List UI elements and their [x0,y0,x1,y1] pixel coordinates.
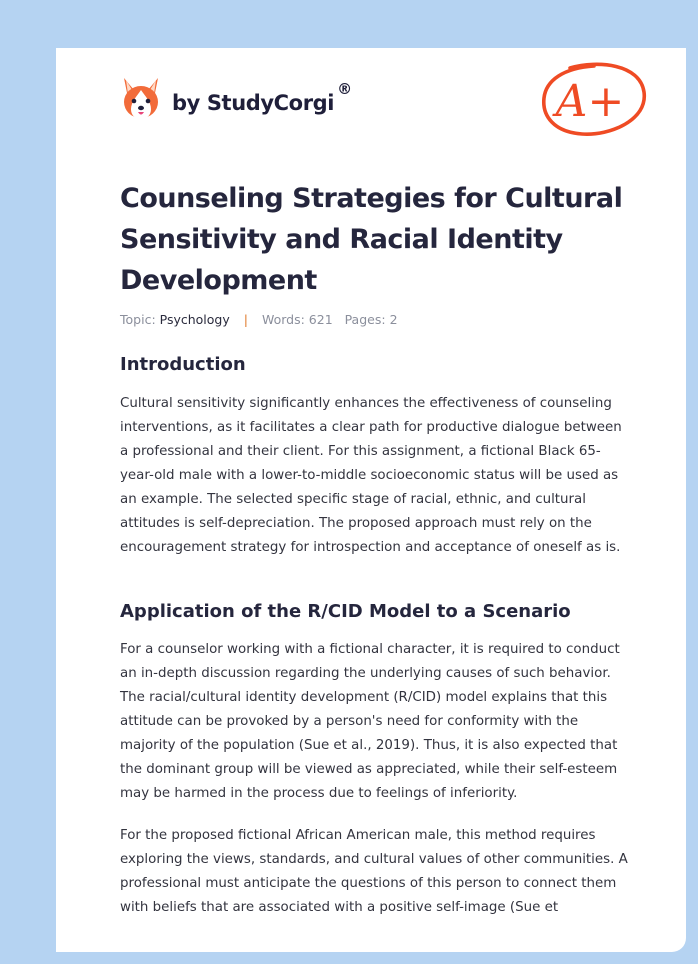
pages-value: 2 [389,312,398,327]
paragraph: For a counselor working with a fictional character, it is required to conduct an in-depth discussion regarding the underlying causes of such behavior. The racial/cultural identity development (R/CID) model explains that this attitude can be provoked by a person's need for conformity with the majority of the population (Sue et al., 2019). Thus, it is also expected that the dominant group will be viewed as appreciated, while their self-esteem may be harmed in the process due to feelings of inferiority. [120,642,620,801]
section-heading-introduction: Introduction [120,354,246,375]
paragraph: Cultural sensitivity significantly enhances the effectiveness of counseling interventions, as it facilitates a clear path for productive dialogue between a professional and their client. For this assignment, a fictional Black 65-year-old male with a lower-to-middle socioeconomic status will be used as an example. The selected specific stage of racial, ethnic, and cultural attitudes is self-depreciation. The proposed approach must rely on the encouragement strategy for introspection and acceptance of oneself as is. [120,396,622,555]
topic-label: Topic: [120,312,156,327]
document-title: Counseling Strategies for Cultural Sensitivity and Racial Identity Development [120,183,623,296]
paragraph: For the proposed fictional African American male, this method requires exploring the views, standards, and cultural values of other communities. A professional must anticipate the questions of this person to connect them with beliefs that are associated with a positive self-image (Sue et [120,828,628,915]
brand-logo[interactable] [120,76,352,122]
grade-text: A+ [555,76,625,127]
pages-label: Pages: [344,312,386,327]
registered-mark: ® [337,80,353,98]
topic-value-link[interactable]: Psychology [159,312,230,327]
words-value: 621 [308,312,333,327]
document-card [56,48,686,952]
meta-separator: | [243,312,248,327]
section-heading-application: Application of the R/CID Model to a Scenario [120,601,571,622]
corgi-logo-icon [120,76,162,122]
brand-name: by StudyCorgi [172,91,335,115]
words-label: Words: [261,312,305,327]
a-plus-grade-icon [536,58,652,142]
document-meta [120,312,398,327]
